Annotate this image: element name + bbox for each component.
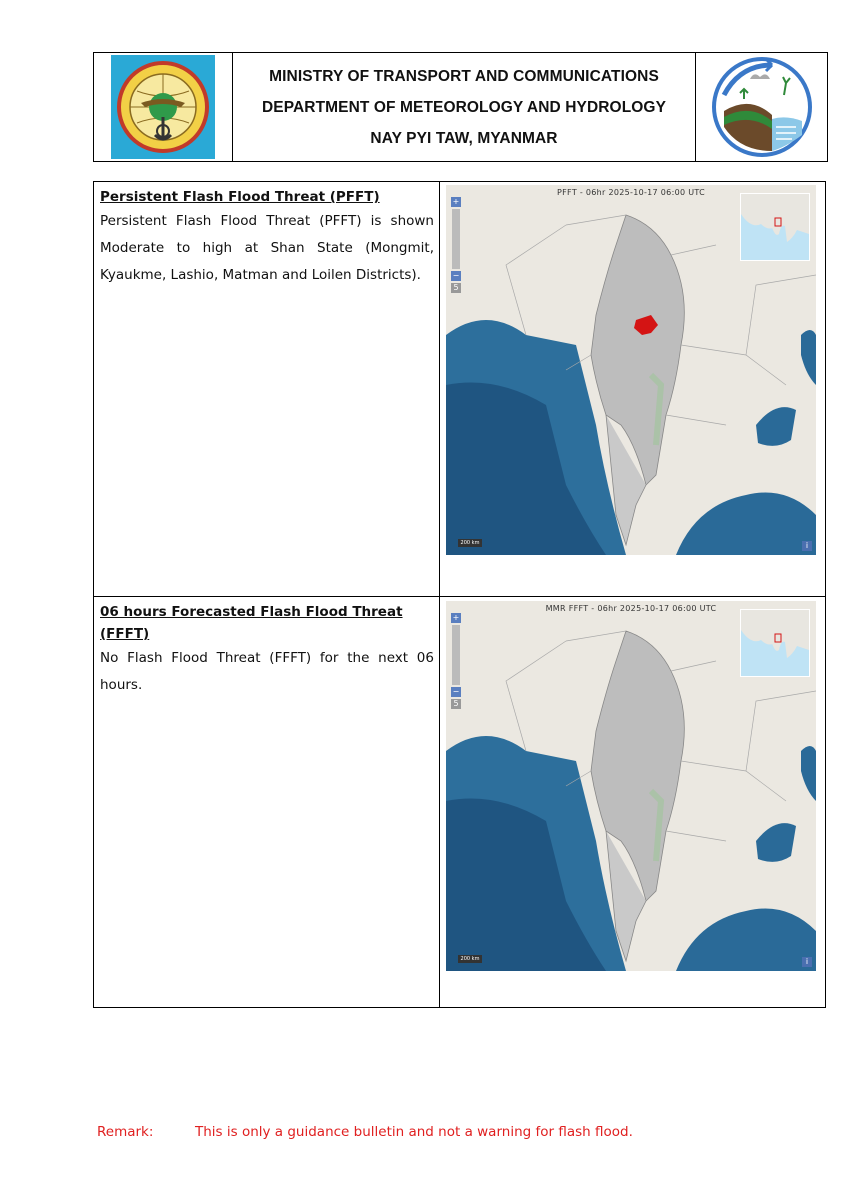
ffft-description-cell xyxy=(100,601,434,699)
map-scale-bar: 200 km xyxy=(458,955,482,963)
ffft-title: 06 hours Forecasted Flash Flood Threat (FFFT) xyxy=(100,604,403,642)
pfft-body: Persistent Flash Flood Threat (PFFT) is shown Moderate to high at Shan State (Mongmit, Kyaukme, Lashio, Matman and Loilen Districts). xyxy=(100,213,434,283)
ffft-overview-inset xyxy=(740,609,810,677)
ministry-name: MINISTRY OF TRANSPORT AND COMMUNICATIONS xyxy=(269,67,659,85)
map-scale-bar: 200 km xyxy=(458,539,482,547)
zoom-slider[interactable] xyxy=(452,209,460,269)
zoom-level: 5 xyxy=(451,283,461,293)
zoom-in-button[interactable]: + xyxy=(452,197,460,206)
zoom-slider[interactable] xyxy=(452,625,460,685)
ffft-row xyxy=(94,597,825,1007)
pfft-row xyxy=(94,182,825,597)
ffft-map[interactable] xyxy=(446,601,816,971)
overview-map-icon xyxy=(741,194,809,260)
map-info-button[interactable]: i xyxy=(802,541,812,551)
pfft-map[interactable] xyxy=(446,185,816,555)
remark-text: This is only a guidance bulletin and not a warning for flash flood. xyxy=(195,1124,633,1140)
column-divider xyxy=(439,597,440,1007)
remark-label: Remark: xyxy=(97,1124,154,1140)
pfft-title: Persistent Flash Flood Threat (PFFT) xyxy=(100,189,380,205)
pfft-zoom-control[interactable] xyxy=(451,197,461,295)
pfft-map-label: PFFT - 06hr 2025-10-17 06:00 UTC xyxy=(557,188,705,197)
department-name: DEPARTMENT OF METEOROLOGY AND HYDROLOGY xyxy=(261,98,667,116)
map-info-button[interactable]: i xyxy=(802,957,812,967)
bulletin-header xyxy=(93,52,828,162)
dmh-logo xyxy=(695,53,827,161)
ffft-body: No Flash Flood Threat (FFFT) for the next 06 hours. xyxy=(100,650,434,693)
bulletin-table xyxy=(93,181,826,1008)
pfft-overview-inset xyxy=(740,193,810,261)
remark-line xyxy=(97,1124,633,1140)
pfft-description-cell xyxy=(100,186,434,289)
water-cycle-emblem-icon xyxy=(710,55,814,159)
zoom-in-button[interactable]: + xyxy=(452,613,460,622)
ministry-emblem-icon xyxy=(111,55,215,159)
location-name: NAY PYI TAW, MYANMAR xyxy=(370,129,558,147)
ffft-zoom-control[interactable] xyxy=(451,613,461,711)
zoom-out-button[interactable]: − xyxy=(452,271,460,280)
header-title xyxy=(233,53,695,161)
ffft-map-label: MMR FFFT - 06hr 2025-10-17 06:00 UTC xyxy=(545,604,717,613)
zoom-level: 5 xyxy=(451,699,461,709)
column-divider xyxy=(439,182,440,596)
zoom-out-button[interactable]: − xyxy=(452,687,460,696)
overview-map-icon xyxy=(741,610,809,676)
ministry-logo xyxy=(94,53,233,161)
